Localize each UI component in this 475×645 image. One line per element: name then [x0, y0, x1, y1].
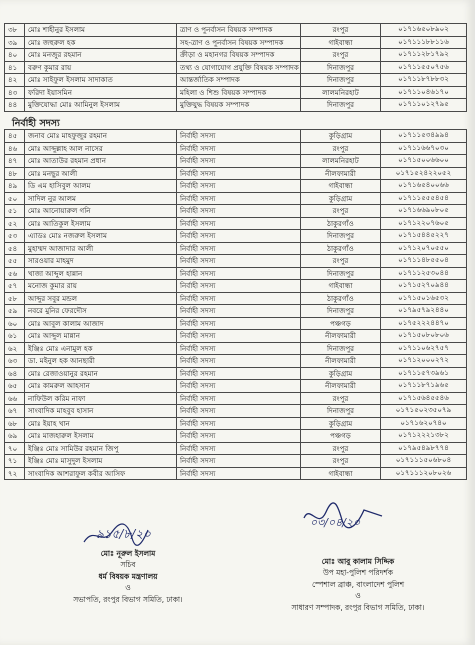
member-name: মোঃ আব্দুল মান্নান — [25, 330, 177, 343]
row-number: ৭১ — [5, 455, 25, 468]
table-row — [5, 467, 467, 480]
member-name: ইঞ্জিঃ মোঃ মাসুদুল ইসলাম — [25, 455, 177, 468]
row-number: ৫৬ — [5, 267, 25, 280]
member-name: আব্দুর সবুর মন্ডল — [25, 292, 177, 305]
left-signatory-office: ধর্ম বিষয়ক মন্ত্রণালয় — [98, 571, 158, 581]
table-row — [5, 292, 467, 305]
table-row — [5, 417, 467, 430]
member-name: ইঞ্জিঃ মোঃ সামিউর রহমান জিপু — [25, 442, 177, 455]
right-signatory-title: উপ মহা-পুলিশ পরিদর্শক — [323, 568, 393, 578]
member-position: নির্বাহী সদস্য — [177, 317, 301, 330]
table-row — [5, 217, 467, 230]
member-phone: ০১৭১৫০২৩৫০৭৯ — [381, 405, 467, 418]
member-district: নীলফামারী — [301, 167, 381, 180]
member-district: ঠাকুরগাঁও — [301, 217, 381, 230]
member-phone: ০১৭১৫৪৪৫২২৭ — [381, 230, 467, 243]
member-phone: ০১৭১১৫৫০৭৫৬ — [381, 61, 467, 74]
member-name: মোঃ মনছুর আলী — [25, 167, 177, 180]
member-phone: ০১৭১১০৬২৭৫৭ — [381, 342, 467, 355]
member-name: বরুণ কুমার রায় — [25, 61, 177, 74]
member-district: পঞ্চগড় — [301, 430, 381, 443]
table-row — [5, 142, 467, 155]
row-number: ৬২ — [5, 342, 25, 355]
row-number: ৪৬ — [5, 142, 25, 155]
member-phone: ০১৭১১২৫৩০৪৪ — [381, 267, 467, 280]
member-name: মুক্তিযোদ্ধা মোঃ আমিনুল ইসলাম — [25, 99, 177, 112]
member-position: নির্বাহী সদস্য — [177, 292, 301, 305]
member-name: জনাব মোঃ মাহফুজুর রহমান — [25, 130, 177, 143]
member-position: নির্বাহী সদস্য — [177, 267, 301, 280]
table-row — [5, 130, 467, 143]
member-name: নাফিউল করিম নাফা — [25, 392, 177, 405]
row-number: ৬১ — [5, 330, 25, 343]
member-position: নির্বাহী সদস্য — [177, 180, 301, 193]
member-district: দিনাজপুর — [301, 405, 381, 418]
member-name: সাদিল নুর আলম — [25, 192, 177, 205]
row-number: ৬৬ — [5, 392, 25, 405]
member-name: সারওয়ার মাহমুদ — [25, 255, 177, 268]
member-position: নির্বাহী সদস্য — [177, 205, 301, 218]
member-phone: ০১৭১২০৭০৫৫০ — [381, 242, 467, 255]
member-position: নির্বাহী সদস্য — [177, 455, 301, 468]
row-number: ৫৫ — [5, 255, 25, 268]
row-number: ৫২ — [5, 217, 25, 230]
member-district: লালমনিরহাট — [301, 86, 381, 99]
member-name: মোঃ কামরুল আহসান — [25, 380, 177, 393]
table-row — [5, 455, 467, 468]
member-name: মোঃ আনোয়ারুল গনি — [25, 205, 177, 218]
row-number: ৫৯ — [5, 305, 25, 318]
table-row — [5, 355, 467, 368]
member-position: নির্বাহী সদস্য — [177, 467, 301, 480]
member-phone: ০১৭১১৫৫৫৪৫৪ — [381, 192, 467, 205]
member-district: নীলফামারী — [301, 380, 381, 393]
row-number: ৩৯ — [5, 36, 25, 49]
member-district: রংপুর — [301, 455, 381, 468]
table-row — [5, 205, 467, 218]
member-name: মোঃ শাহীনুর ইসলাম — [25, 24, 177, 37]
row-number: ৬৫ — [5, 380, 25, 393]
member-district: নীলফামারী — [301, 355, 381, 368]
member-phone: ০১৭১১১৫০৬৮০৪ — [381, 455, 467, 468]
member-phone: ০১৭১৬৫৪০০৬৬ — [381, 180, 467, 193]
member-district: গাইবান্ধা — [301, 280, 381, 293]
member-phone: ০১৭১১৫৩৪৯৯৪ — [381, 130, 467, 143]
member-position: নির্বাহী সদস্য — [177, 155, 301, 168]
row-number: ৭২ — [5, 467, 25, 480]
member-position: নির্বাহী সদস্য — [177, 192, 301, 205]
table-row — [5, 49, 467, 62]
member-position: নির্বাহী সদস্য — [177, 380, 301, 393]
member-phone: ০১৭১১৮৭১৯৬৫ — [381, 380, 467, 393]
table-row — [5, 74, 467, 87]
member-phone: ০১৭১৫০১৬৫৩২ — [381, 292, 467, 305]
left-handwritten-signature: ৯১৫/৮/২০ — [96, 527, 151, 541]
row-number: ৪৩ — [5, 86, 25, 99]
member-district: ঠাকুরগাঁও — [301, 292, 381, 305]
member-position: নির্বাহী সদস্য — [177, 417, 301, 430]
row-number: ৪৯ — [5, 180, 25, 193]
member-name: মোঃ মাজহারুল ইসলাম — [25, 430, 177, 443]
member-phone: ০১৭১৫২৭০৯৪৪ — [381, 280, 467, 293]
member-name: ডি এম হাসিবুল আলম — [25, 180, 177, 193]
member-phone: ০১৭১৫২৪২২০৫২ — [381, 167, 467, 180]
table-row — [5, 342, 467, 355]
member-district: রংপুর — [301, 24, 381, 37]
member-name: সাংবাদিক আশরাফুল কবীর আসিফ — [25, 467, 177, 480]
member-position: নির্বাহী সদস্য — [177, 430, 301, 443]
table-row — [5, 180, 467, 193]
member-name: ইঞ্জিঃ মোঃ এনামুল হক — [25, 342, 177, 355]
member-phone: ০১৭১৬৬৯০৮০৫ — [381, 205, 467, 218]
row-number: ৬৪ — [5, 367, 25, 380]
member-district: দিনাজপুর — [301, 342, 381, 355]
table-row — [5, 167, 467, 180]
table-row — [5, 99, 467, 112]
member-phone: ০১৭১১২৮১৭৯২ — [381, 49, 467, 62]
table-row — [5, 280, 467, 293]
member-phone: ০১৭১১৫৭৩৯৬১ — [381, 367, 467, 380]
member-phone: ০১৭১২২০৭৬০৫ — [381, 217, 467, 230]
member-position: নির্বাহী সদস্য — [177, 392, 301, 405]
member-name: মোঃ মনজুর রহমান — [25, 49, 177, 62]
member-name: মোঃ আতাউর রহমান প্রধান — [25, 155, 177, 168]
member-district: নীলফামারী — [301, 330, 381, 343]
member-name: নবরে মুনির ফেরদৌস — [25, 305, 177, 318]
member-district: পঞ্চগড় — [301, 317, 381, 330]
member-name: এ্যাডঃ মোঃ নজরুল ইসলাম — [25, 230, 177, 243]
row-number: ৫৩ — [5, 230, 25, 243]
member-district: দিনাজপুর — [301, 74, 381, 87]
member-district: রংপুর — [301, 49, 381, 62]
member-district: গাইবান্ধা — [301, 180, 381, 193]
member-name: সাংবাদিক মাহবুব হাসান — [25, 405, 177, 418]
member-position: নির্বাহী সদস্য — [177, 130, 301, 143]
member-district: দিনাজপুর — [301, 61, 381, 74]
left-signatory-name: মোঃ নূরুল ইসলাম — [100, 549, 156, 558]
member-phone: ০১৭১১১২০৮০২৬ — [381, 467, 467, 480]
member-position: নির্বাহী সদস্য — [177, 217, 301, 230]
office-bearers-table — [4, 23, 467, 112]
right-signature-stroke — [298, 500, 388, 534]
table-row — [5, 36, 467, 49]
member-district: দিনাজপুর — [301, 305, 381, 318]
member-name: মোঃ আব্দুল্লাহ আল নাসের — [25, 142, 177, 155]
member-district: ঠাকুরগাঁও — [301, 242, 381, 255]
member-position: ত্রাণ ও পুনর্বাসন বিষয়ক সম্পাদক — [177, 24, 301, 37]
row-number: ৭০ — [5, 442, 25, 455]
right-signatory-office: স্পেশাল ব্রাঞ্চ, বাংলাদেশ পুলিশ — [311, 579, 405, 589]
member-name: মোঃ জহুরুল হক — [25, 36, 177, 49]
table-row — [5, 155, 467, 168]
member-position: নির্বাহী সদস্য — [177, 280, 301, 293]
table-row — [5, 242, 467, 255]
row-number: ৫০ — [5, 192, 25, 205]
member-district: রংপুর — [301, 442, 381, 455]
executive-members-table — [4, 129, 467, 480]
left-signature-block — [38, 548, 218, 605]
member-name: ফরিদা ইয়াসমিন — [25, 86, 177, 99]
left-signature-stroke — [80, 522, 150, 548]
row-number: ৬৭ — [5, 405, 25, 418]
table-row — [5, 192, 467, 205]
member-position: নির্বাহী সদস্য — [177, 242, 301, 255]
member-name: মোঃ আতিকুল ইসলাম — [25, 217, 177, 230]
member-phone: ০১৭১২০০০২৭২ — [381, 355, 467, 368]
left-signatory-role: সভাপতি, রংপুর বিভাগ সমিতি, ঢাকা। — [73, 594, 183, 604]
member-name: মোঃ সাইফুল ইসলাম সাদাকাত — [25, 74, 177, 87]
member-position: মহিলা ও শিশু বিষয়ক সম্পাদক — [177, 86, 301, 99]
member-district: রংপুর — [301, 255, 381, 268]
table-row — [5, 367, 467, 380]
row-number: ৫১ — [5, 205, 25, 218]
row-number: ৬৩ — [5, 355, 25, 368]
member-phone: ০১৭১৬২০৭৪০ — [381, 417, 467, 430]
member-district: গাইবান্ধা — [301, 467, 381, 480]
left-signatory-and: ও — [125, 583, 131, 593]
table-row — [5, 61, 467, 74]
row-number: ৬৮ — [5, 417, 25, 430]
table-row — [5, 24, 467, 37]
member-position: নির্বাহী সদস্য — [177, 342, 301, 355]
member-name: খাজা আব্দুল হান্নান — [25, 267, 177, 280]
member-phone: ০১৭১২২২১৩৮২ — [381, 430, 467, 443]
member-position: মুক্তিযুদ্ধ বিষয়ক সম্পাদক — [177, 99, 301, 112]
table-row — [5, 330, 467, 343]
member-district: গাইবান্ধা — [301, 36, 381, 49]
table-row — [5, 380, 467, 393]
table-row — [5, 230, 467, 243]
table-row — [5, 430, 467, 443]
right-handwritten-signature: ০৩/০৪/২০ — [310, 516, 361, 529]
row-number: ৬০ — [5, 317, 25, 330]
member-phone: ০১৭১১০৪৬১৭০ — [381, 86, 467, 99]
left-signatory-title: সচিব — [120, 560, 136, 570]
member-position: নির্বাহী সদস্য — [177, 142, 301, 155]
table-row — [5, 255, 467, 268]
row-number: ৫৭ — [5, 280, 25, 293]
member-position: সহ-ত্রাণ ও পুনর্বাসন বিষয়ক সম্পাদক — [177, 36, 301, 49]
office-bearers-table-body — [5, 24, 467, 112]
row-number: ৪০ — [5, 49, 25, 62]
member-name: মুহাম্মদ আজাদার আলী — [25, 242, 177, 255]
member-position: নির্বাহী সদস্য — [177, 355, 301, 368]
section-heading: নির্বাহী সদস্য — [12, 118, 60, 129]
member-phone: ০১৭৯৫৭৯২৪৪০ — [381, 305, 467, 318]
member-district: দিনাজপুর — [301, 99, 381, 112]
member-district: রংপুর — [301, 205, 381, 218]
member-phone: ০১৭১১১৮৮১১৬ — [381, 36, 467, 49]
member-district: কুড়িগ্রাম — [301, 367, 381, 380]
right-signature-block — [258, 556, 458, 613]
member-phone: ০১৭৯৫৪৯৮৭৭৪ — [381, 442, 467, 455]
row-number: ৪৭ — [5, 155, 25, 168]
member-phone: ০১৭১৫৬৪৫৫৪৬ — [381, 392, 467, 405]
member-name: মোঃ আবুল কালাম আজাদ — [25, 317, 177, 330]
member-district: লালমনিরহাট — [301, 155, 381, 168]
member-name: মোঃ ইয়াহ খান — [25, 417, 177, 430]
row-number: ৪৫ — [5, 130, 25, 143]
right-signatory-role: সাধারণ সম্পাদক, রংপুর বিভাগ সমিতি, ঢাকা। — [291, 602, 425, 612]
member-phone: ০১৭১১৮৭৮৮৩২ — [381, 74, 467, 87]
member-position: নির্বাহী সদস্য — [177, 367, 301, 380]
member-phone: ০১৭৫২২২৪৪৭০ — [381, 317, 467, 330]
member-position: ক্রীড়া ও মহানগর বিষয়ক সম্পাদক — [177, 49, 301, 62]
member-position: নির্বাহী সদস্য — [177, 305, 301, 318]
row-number: ৬৯ — [5, 430, 25, 443]
row-number: ৪১ — [5, 61, 25, 74]
table-row — [5, 442, 467, 455]
table-row — [5, 405, 467, 418]
row-number: ৪৪ — [5, 99, 25, 112]
member-district: দিনাজপুর — [301, 267, 381, 280]
row-number: ৪৮ — [5, 167, 25, 180]
table-row — [5, 305, 467, 318]
member-position: নির্বাহী সদস্য — [177, 230, 301, 243]
member-position: নির্বাহী সদস্য — [177, 255, 301, 268]
executive-members-table-body — [5, 130, 467, 480]
row-number: ৩৮ — [5, 24, 25, 37]
member-position: নির্বাহী সদস্য — [177, 330, 301, 343]
member-position: নির্বাহী সদস্য — [177, 442, 301, 455]
member-phone: ০১৭১৫০৮০৮০৬ — [381, 330, 467, 343]
member-position: আন্তর্জাতিক সম্পাদক — [177, 74, 301, 87]
member-position: নির্বাহী সদস্য — [177, 167, 301, 180]
right-signatory-name: মোঃ আবু কালাম সিদ্দিক — [321, 557, 395, 566]
member-phone: ০১৭১১০১২৭৯৫ — [381, 99, 467, 112]
member-phone: ০১৭১৫০০৬৬০০ — [381, 155, 467, 168]
member-district: রংপুর — [301, 142, 381, 155]
member-district: কুড়িগ্রাম — [301, 192, 381, 205]
table-row — [5, 267, 467, 280]
right-signatory-and: ও — [355, 591, 361, 601]
member-district: কুড়িগ্রাম — [301, 417, 381, 430]
member-name: ডা. মইনুল হক আনছারী — [25, 355, 177, 368]
table-row — [5, 317, 467, 330]
member-phone: ০১৭১১৪৮৫৫০৪ — [381, 255, 467, 268]
member-position: তথ্য ও যোগাযোগ প্রযুক্তি বিষয়ক সম্পাদক — [177, 61, 301, 74]
member-district: রংপুর — [301, 392, 381, 405]
member-phone: ০১৭১৬৫০৮৯০২ — [381, 24, 467, 37]
member-name: মনোজ কুমার রায় — [25, 280, 177, 293]
member-position: নির্বাহী সদস্য — [177, 405, 301, 418]
member-name: মোঃ রেজাওয়ানুর রহমান — [25, 367, 177, 380]
row-number: ৪২ — [5, 74, 25, 87]
row-number: ৫৪ — [5, 242, 25, 255]
row-number: ৫৮ — [5, 292, 25, 305]
table-row — [5, 392, 467, 405]
member-district: কুড়িগ্রাম — [301, 130, 381, 143]
member-district: দিনাজপুর — [301, 230, 381, 243]
member-phone: ০১৭১১৬৬৭০৩০ — [381, 142, 467, 155]
table-row — [5, 86, 467, 99]
